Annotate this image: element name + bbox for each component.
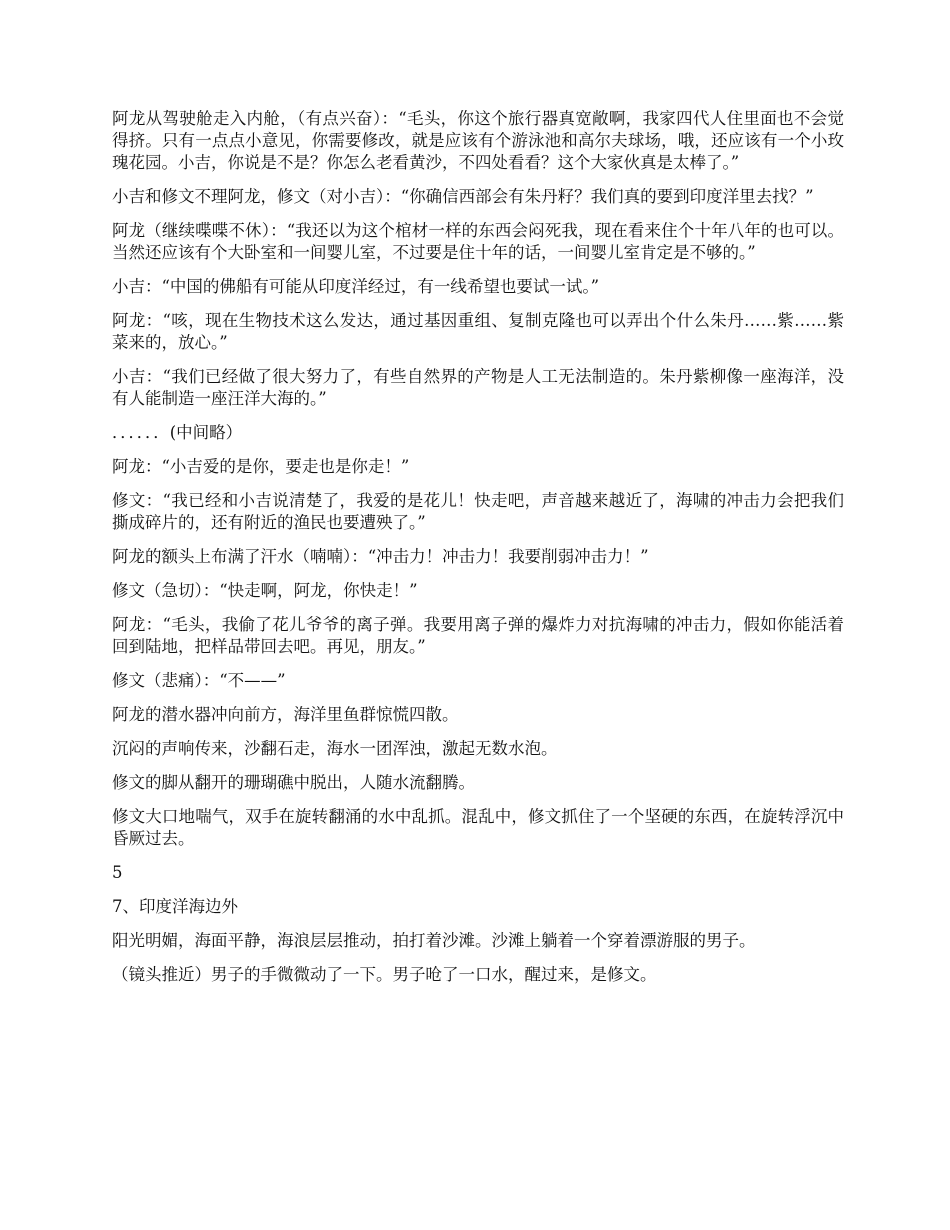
page-number: 5 <box>112 863 123 882</box>
paragraph: 修文：“我已经和小吉说清楚了，我爱的是花儿！快走吧，声音越来越近了，海啸的冲击力会把我们撕成碎片的，还有附近的渔民也要遭殃了。” <box>112 491 844 532</box>
paragraph: 小吉：“我们已经做了很大努力了，有些自然界的产物是人工无法制造的。朱丹紫柳像一座海洋，没有人能制造一座汪洋大海的。” <box>112 367 844 408</box>
paragraph: 阿龙的额头上布满了汗水（喃喃）：“冲击力！冲击力！我要削弱冲击力！” <box>112 547 649 566</box>
paragraph: 阳光明媚，海面平静，海浪层层推动，拍打着沙滩。沙滩上躺着一个穿着漂游服的男子。 <box>112 931 756 950</box>
paragraph: 阿龙的潜水器冲向前方，海洋里鱼群惊慌四散。 <box>112 705 459 724</box>
paragraph: 阿龙：“咳，现在生物技术这么发达，通过基因重组、复制克隆也可以弄出个什么朱丹……紫……紫菜来的，放心。” <box>112 311 844 352</box>
paragraph: 小吉：“中国的佛船有可能从印度洋经过，有一线希望也要试一试。” <box>112 277 600 296</box>
paragraph: 阿龙：“小吉爱的是你，要走也是你走！” <box>112 457 410 476</box>
paragraph: 阿龙（继续喋喋不休）：“我还以为这个棺材一样的东西会闷死我，现在看来住个十年八年的也可以。当然还应该有个大卧室和一间婴儿室，不过要是住十年的话，一间婴儿室肯定是不够的。” <box>112 221 844 262</box>
paragraph: 小吉和修文不理阿龙，修文（对小吉）：“你确信西部会有朱丹籽？我们真的要到印度洋里去找？” <box>112 187 814 206</box>
paragraph: 修文（悲痛）：“不——” <box>112 671 286 690</box>
paragraph: 修文大口地喘气，双手在旋转翻涌的水中乱抓。混乱中，修文抓住了一个坚硬的东西，在旋转浮沉中昏厥过去。 <box>112 807 844 848</box>
paragraph: 修文（急切）：“快走啊，阿龙，你快走！” <box>112 581 418 600</box>
document-body <box>112 108 844 998</box>
paragraph: 沉闷的声响传来，沙翻石走，海水一团浑浊，激起无数水泡。 <box>112 739 558 758</box>
paragraph: 阿龙从驾驶舱走入内舱，（有点兴奋）：“毛头，你这个旅行器真宽敞啊，我家四代人住里面也不会觉得挤。只有一点点小意见，你需要修改，就是应该有个游泳池和高尔夫球场，哦，还应该有一个小玫瑰花园。小吉，你说是不是？你怎么老看黄沙，不四处看看？这个大家伙真是太棒了。” <box>112 109 844 172</box>
paragraph: （镜头推近）男子的手微微动了一下。男子呛了一口水，醒过来，是修文。 <box>112 965 657 984</box>
paragraph: 修文的脚从翻开的珊瑚礁中脱出，人随水流翻腾。 <box>112 773 475 792</box>
paragraph: ．．．．．．(中间略） <box>112 423 243 442</box>
paragraph: 阿龙：“毛头，我偷了花儿爷爷的离子弹。我要用离子弹的爆炸力对抗海啸的冲击力，假如你能活着回到陆地，把样品带回去吧。再见，朋友。” <box>112 615 844 656</box>
scene-heading: 7、印度洋海边外 <box>112 897 238 916</box>
